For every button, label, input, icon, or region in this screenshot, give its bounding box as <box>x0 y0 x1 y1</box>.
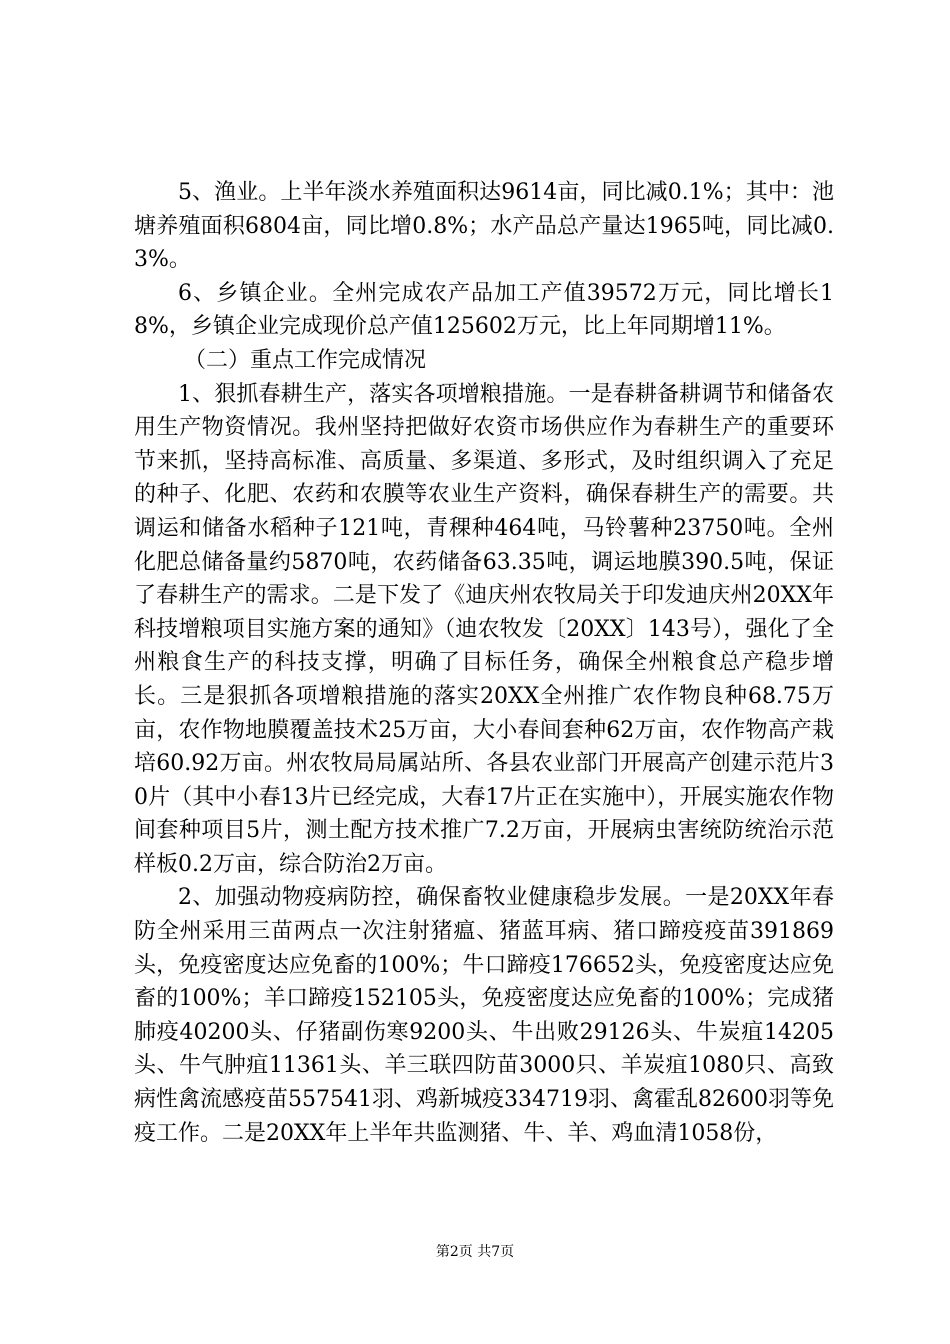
section-heading: （二）重点工作完成情况 <box>184 347 427 373</box>
paragraph-township-enterprises: 6、乡镇企业。全州完成农产品加工产值39572万元，同比增长18%，乡镇企业完成现价总产值125602万元，比上年同期增11%。 <box>134 280 834 340</box>
paragraph-animal-disease-control: 2、加强动物疫病防控，确保畜牧业健康稳步发展。一是20XX年春防全州采用三苗两点一次注射猪瘟、猪蓝耳病、猪口蹄疫疫苗391869头，免疫密度达应免畜的100%；牛口蹄疫176652头，免疫密度达应免畜的100%；羊口蹄疫152105头，免疫密度达应免畜的100%；完成猪肺疫40200头、仔猪副伤寒9200头、牛出败29126头、牛炭疽14205头、牛气肿疽11361头、羊三联四防苗3000只、羊炭疽1080只、高致病性禽流感疫苗557541羽、鸡新城疫334719羽、禽霍乱82600羽等免疫工作。二是20XX年上半年共监测猪、牛、羊、鸡血清1058份， <box>134 885 834 1146</box>
paragraph-spring-farming: 1、狠抓春耕生产，落实各项增粮措施。一是春耕备耕调节和储备农用生产物资情况。我州坚持把做好农资市场供应作为春耕生产的重要环节来抓，坚持高标准、高质量、多渠道、多形式，及时组织调入了充足的种子、化肥、农药和农膜等农业生产资料，确保春耕生产的需要。共调运和储备水稻种子121吨，青稞种464吨，马铃薯种23750吨。全州化肥总储备量约5870吨，农药储备63.35吨，调运地膜390.5吨，保证了春耕生产的需求。二是下发了《迪庆州农牧局关于印发迪庆州20XX年科技增粮项目实施方案的通知》（迪农牧发〔20XX〕143号），强化了全州粮食生产的科技支撑，明确了目标任务，确保全州粮食总产稳步增长。三是狠抓各项增粮措施的落实20XX全州推广农作物良种68.75万亩，农作物地膜覆盖技术25万亩，大小春间套种62万亩，农作物高产栽培60.92万亩。州农牧局局属站所、各县农业部门开展高产创建示范片30片（其中小春13片已经完成，大春17片正在实施中），开展实施农作物间套种项目5片，测土配方技术推广7.2万亩，开展病虫害统防统治示范样板0.2万亩，综合防治2万亩。 <box>134 381 834 877</box>
document-body <box>134 176 834 1150</box>
paragraph-fishery: 5、渔业。上半年淡水养殖面积达9614亩，同比减0.1%；其中：池塘养殖面积6804亩，同比增0.8%；水产品总产量达1965吨，同比减0.3%。 <box>134 180 834 273</box>
page-footer: 第2页 共7页 <box>435 1244 515 1260</box>
